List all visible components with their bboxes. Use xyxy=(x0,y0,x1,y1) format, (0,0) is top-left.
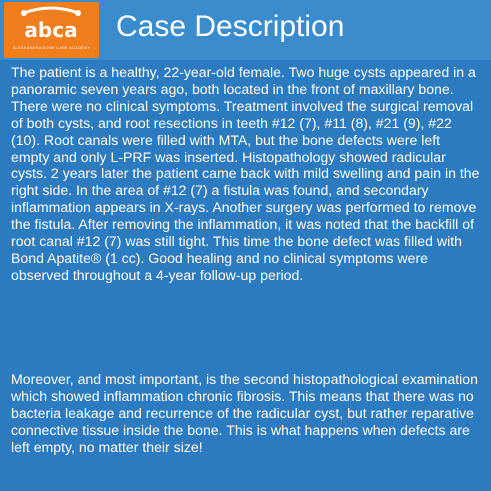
case-paragraph-2: Moreover, and most important, is the second histopathological examination which showed inflammation chronic fibrosis. This means that there was no bacteria leakage and recurrence of the radicular cyst, but rather reparative connective tissue inside the bone. This is what happens when defects are left empty, no matter their size! xyxy=(11,371,478,455)
svg-text:abca: abca xyxy=(24,18,78,42)
page-title: Case Description xyxy=(116,10,345,43)
logo-tagline: ALESSANDRA BONE CARE ACADEMY xyxy=(12,45,91,50)
header xyxy=(0,0,491,60)
case-paragraph-1: The patient is a healthy, 22-year-old female. Two huge cysts appeared in a panoramic seven years ago, both located in the front of maxillary bone. There were no clinical symptoms. Treatment involved the surgical removal of both cysts, and root resections in teeth #12 (7), #11 (8), #21 (9), #22 (10). Root canals were filled with MTA, but the bone defects were left empty and only L-PRF was inserted. Histopathology showed radicular cysts. 2 years later the patient came back with mild swelling and pain in the right side. In the area of #12 (7) a fistula was found, and secondary inflammation appears in X-rays. Another surgery was performed to remove the fistula. After removing the inflammation, it was noted that the backfill of root canal #12 (7) was still tight. This time the bone defect was filled with Bond Apatite® (1 cc). Good healing and no clinical symptoms were observed throughout a 4-year follow-up period. xyxy=(11,64,480,283)
abca-logo-icon xyxy=(18,5,84,43)
case-description-body xyxy=(0,60,491,491)
brand-logo xyxy=(4,2,99,58)
